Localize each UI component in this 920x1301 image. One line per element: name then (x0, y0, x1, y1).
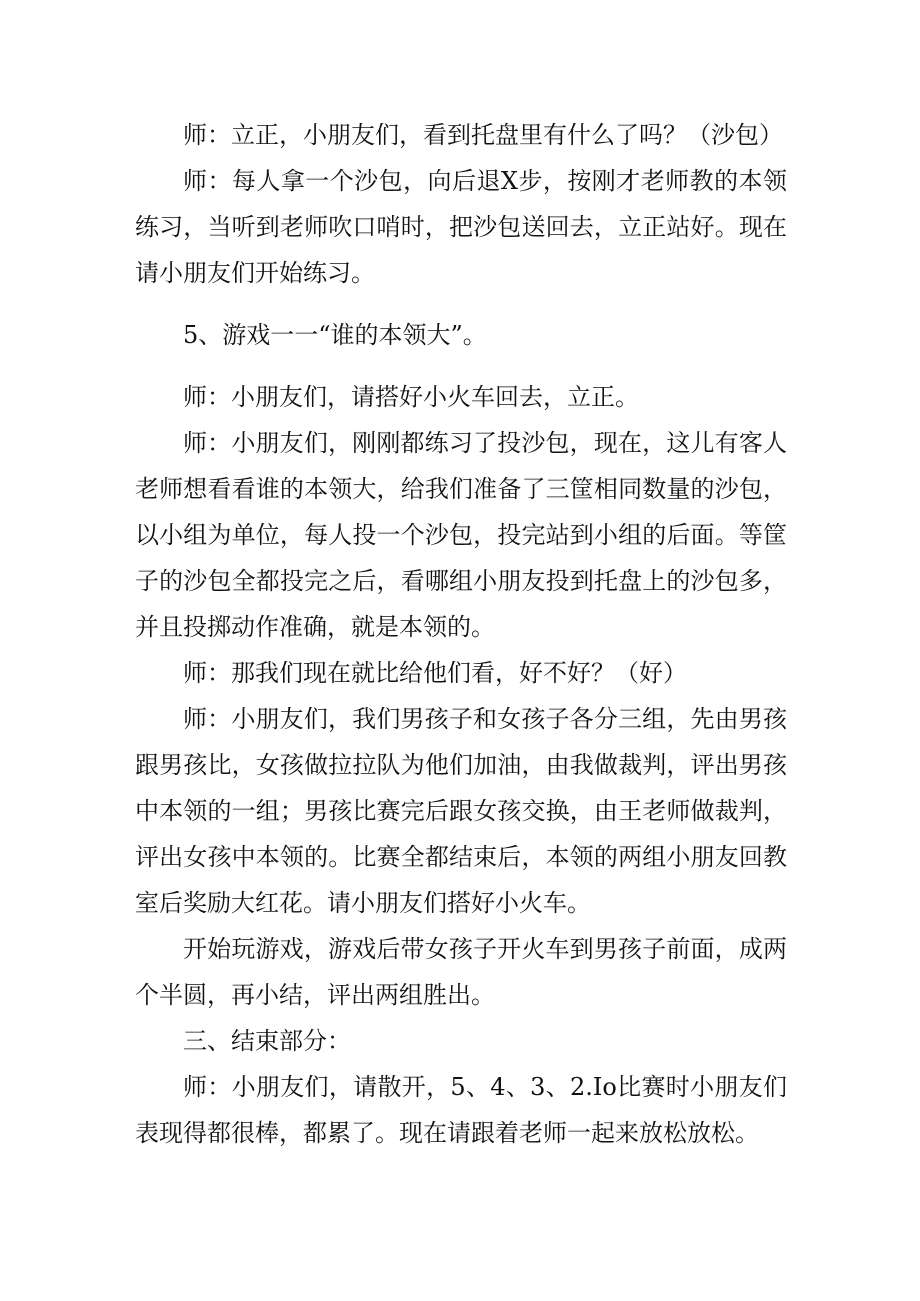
paragraph-relax: 师：小朋友们，请散开，5、4、3、2.Io比赛时小朋友们表现得都很棒，都累了。现在请跟着老师一起来放松放松。 (135, 1073, 787, 1147)
paragraph-train-back: 师：小朋友们，请搭好小火车回去，立正。 (183, 383, 639, 411)
section-heading-game: 5、游戏一一“谁的本领大”。 (183, 321, 487, 349)
paragraph-game-rules: 师：小朋友们，刚刚都练习了投沙包，现在，这儿有客人老师想看看谁的本领大，给我们准备了三筐相同数量的沙包，以小组为单位，每人投一个沙包，投完站到小组的后面。等筐子的沙包全都投完之后，看哪组小朋友投到托盘上的沙包多，并且投掷动作准确，就是本领的。 (135, 429, 787, 641)
paragraph-start-game: 开始玩游戏，游戏后带女孩子开火车到男孩子前面，成两个半圆，再小结，评出两组胜出。 (135, 935, 787, 1009)
paragraph-groups: 师：小朋友们，我们男孩子和女孩子各分三组，先由男孩跟男孩比，女孩做拉拉队为他们加油，由我做裁判，评出男孩中本领的一组；男孩比赛完后跟女孩交换，由王老师做裁判，评出女孩中本领的。比赛全都结束后，本领的两组小朋友回教室后奖励大红花。请小朋友们搭好小火车。 (135, 705, 787, 917)
section-heading-ending: 三、结束部分： (183, 1027, 351, 1055)
document-body (135, 112, 787, 1156)
paragraph-teacher-stand: 师：立正，小朋友们，看到托盘里有什么了吗？（沙包） (183, 121, 783, 149)
paragraph-practice-instructions: 师：每人拿一个沙包，向后退X步，按刚才老师教的本领练习，当听到老师吹口哨时，把沙包送回去，立正站好。现在请小朋友们开始练习。 (135, 167, 787, 287)
paragraph-compete: 师：那我们现在就比给他们看，好不好？（好） (183, 659, 687, 687)
